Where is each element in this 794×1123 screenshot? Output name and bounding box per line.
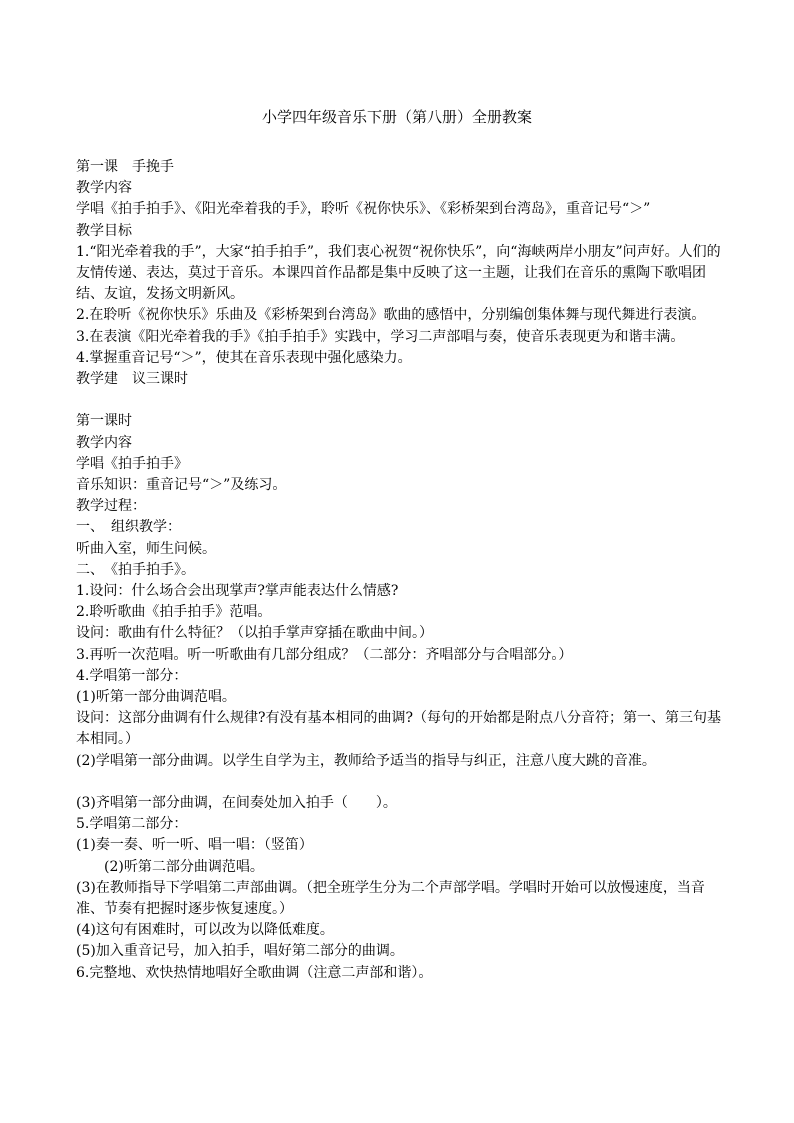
- paragraph-line: 音乐知识：重音记号“＞”及练习。: [76, 477, 287, 494]
- paragraph-line: 1.“阳光牵着我的手”，大家“拍手拍手”，我们衷心祝贺“祝你快乐”，向“海峡两岸小朋友”问声好。人们的友情传递、表达，莫过于音乐。本课四首作品都是集中反映了这一主题，让我们在音乐的熏陶下歌唱团结、友谊，发扬文明新风。: [76, 243, 721, 303]
- paragraph-line: 设问：这部分曲调有什么规律?有没有基本相同的曲调?（每句的开始都是附点八分音符；第一、第三句基本相同。）: [76, 710, 722, 748]
- document-title: 小学四年级音乐下册（第八册）全册教案: [261, 108, 532, 126]
- paragraph-line: 第一课时: [76, 413, 132, 430]
- paragraph-line: 1.设问：什么场合会出现掌声?掌声能表达什么情感?: [76, 583, 399, 600]
- paragraph-line: (2)学唱第一部分曲调。以学生自学为主，教师给予适当的指导与纠正，注意八度大跳的音准。: [76, 752, 656, 769]
- blank-line: [76, 772, 722, 793]
- paragraph-line: 教学建 议三课时: [76, 371, 188, 388]
- paragraph-line: 4.学唱第一部分：: [76, 667, 188, 684]
- paragraph-line: 教学目标: [76, 222, 132, 239]
- paragraph-line: (1)奏一奏、听一听、唱一唱：（竖笛）: [76, 837, 313, 854]
- document-body: [76, 157, 722, 984]
- paragraph-line: (3)齐唱第一部分曲调，在间奏处加入拍手（ ）。: [76, 795, 397, 812]
- paragraph-line: 2.在聆听《祝你快乐》乐曲及《彩桥架到台湾岛》歌曲的感悟中，分别编创集体舞与现代舞进行表演。: [76, 307, 706, 324]
- paragraph-line: 4.掌握重音记号“＞”，使其在音乐表现中强化感染力。: [76, 349, 412, 366]
- paragraph-line: 教学内容: [76, 434, 132, 451]
- blank-line: [76, 390, 722, 411]
- paragraph-line: 二、 《拍手拍手》。: [76, 561, 195, 578]
- paragraph-line: 教学过程：: [76, 498, 146, 515]
- paragraph-line: 第一课 手挽手: [76, 159, 174, 175]
- paragraph-line: 听曲入室，师生问候。: [76, 540, 216, 557]
- paragraph-line: (1)听第一部分曲调范唱。: [76, 689, 236, 706]
- paragraph-line: 教学内容: [76, 180, 132, 197]
- paragraph-line: 一、 组织教学：: [76, 519, 181, 536]
- paragraph-line: 2.聆听歌曲《拍手拍手》范唱。: [76, 604, 272, 621]
- paragraph-line: 3.在表演《阳光牵着我的手》《拍手拍手》实践中，学习二声部唱与奏，使音乐表现更为和谐丰满。: [76, 328, 685, 345]
- paragraph-line: 设问：歌曲有什么特征？（以拍手掌声穿插在歌曲中间。）: [76, 625, 433, 642]
- paragraph-line: (2)听第二部分曲调范唱。: [76, 858, 264, 875]
- paragraph-line: (3)在教师指导下学唱第二声部曲调。（把全班学生分为二个声部学唱。学唱时开始可以放慢速度，当音准、节奏有把握时逐步恢复速度。）: [76, 879, 705, 918]
- paragraph-line: 6.完整地、欢快热情地唱好全歌曲调（注意二声部和谐）。: [76, 964, 433, 981]
- paragraph-line: 学唱《拍手拍手》: [76, 455, 188, 472]
- paragraph-line: (5)加入重音记号，加入拍手，唱好第二部分的曲调。: [76, 943, 404, 960]
- paragraph-line: (4)这句有困难时，可以改为以降低难度。: [76, 922, 334, 939]
- paragraph-line: 5.学唱第二部分：: [76, 816, 188, 833]
- paragraph-line: 3.再听一次范唱。听一听歌曲有几部分组成？（二部分：齐唱部分与合唱部分。）: [76, 646, 573, 663]
- paragraph-line: 学唱《拍手拍手》、《阳光牵着我的手》，聆听《祝你快乐》、《彩桥架到台湾岛》，重音记号“＞”: [76, 201, 651, 218]
